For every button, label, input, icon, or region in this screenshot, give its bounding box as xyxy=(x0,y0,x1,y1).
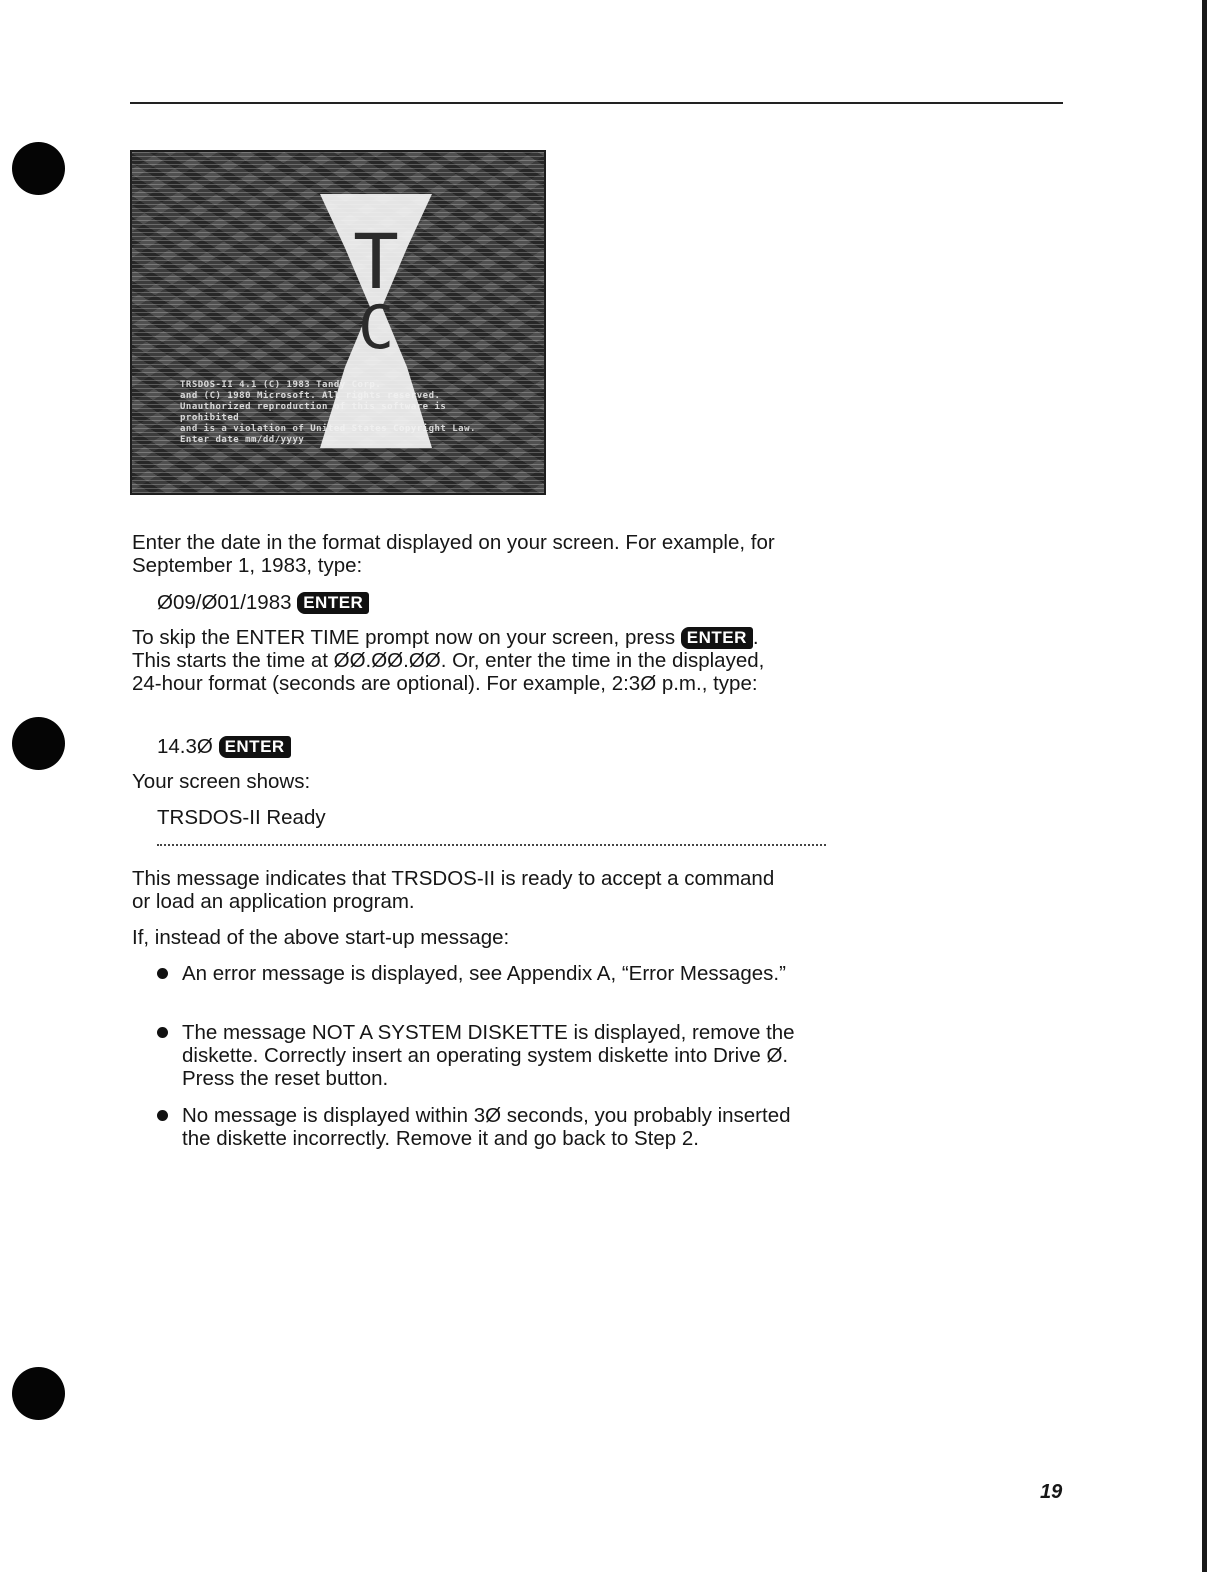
bullet-icon xyxy=(157,1027,168,1038)
logo-letter-t: T xyxy=(353,217,399,306)
ready-message: TRSDOS-II Ready xyxy=(157,806,326,829)
time-example xyxy=(157,735,291,758)
ready-explanation: This message indicates that TRSDOS-II is ready to accept a command or load an application program. xyxy=(132,867,775,913)
list-item-text: The message NOT A SYSTEM DISKETTE is displayed, remove the diskette. Correctly insert an operating system diskette into Drive Ø. Press the reset button. xyxy=(182,1021,795,1090)
binder-hole-top xyxy=(12,142,65,195)
date-example xyxy=(157,591,369,614)
date-instructions: Enter the date in the format displayed on your screen. For example, for September 1, 1983, type: xyxy=(132,531,775,577)
screen-text-line: TRSDOS-II 4.1 (C) 1983 Tandy Corp. xyxy=(180,380,382,390)
time-instructions xyxy=(132,626,782,695)
binder-hole-middle xyxy=(12,717,65,770)
list-item-text: An error message is displayed, see Appendix A, “Error Messages.” xyxy=(182,962,786,985)
time-instructions-lead: To skip the ENTER TIME prompt now on your screen, press xyxy=(132,626,676,649)
enter-key-icon: ENTER xyxy=(219,736,291,758)
screen-text-line: and is a violation of United States Copyright Law. xyxy=(180,424,476,434)
list-item xyxy=(157,962,797,985)
bullet-icon xyxy=(157,1110,168,1121)
date-example-text: Ø09/Ø01/1983 xyxy=(157,591,292,614)
page-number: 19 xyxy=(1040,1481,1063,1503)
enter-key-icon: ENTER xyxy=(681,627,753,649)
dotted-divider xyxy=(157,844,826,846)
header-rule xyxy=(130,102,1063,104)
bullet-icon xyxy=(157,968,168,979)
alternative-intro: If, instead of the above start-up message: xyxy=(132,926,510,949)
list-item-text: No message is displayed within 3Ø seconds, you probably inserted the diskette incorrectly. Remove it and go back to Step 2. xyxy=(182,1104,791,1150)
screen-text-line: and (C) 1980 Microsoft. All rights reserved. xyxy=(180,391,441,401)
logo-letter-c: C xyxy=(357,293,395,363)
binder-hole-bottom xyxy=(12,1367,65,1420)
screen-text-line: Unauthorized reproduction of this software is prohibited xyxy=(180,402,447,423)
screen-text-line: Enter date mm/dd/yyyy xyxy=(180,435,305,445)
time-example-text: 14.3Ø xyxy=(157,735,213,758)
screen-copyright-text xyxy=(180,380,480,446)
enter-key-icon: ENTER xyxy=(297,592,369,614)
list-item xyxy=(157,1104,797,1150)
time-instructions-rest: . This starts the time at ØØ.ØØ.ØØ. Or, enter the time in the displayed, 24-hour format (seconds are optional). For example, 2:3Ø p.m., type: xyxy=(132,626,765,695)
list-item xyxy=(157,1021,797,1090)
screen-shows-label: Your screen shows: xyxy=(132,770,311,793)
startup-screen-photo xyxy=(130,150,546,495)
page-edge xyxy=(1202,0,1207,1572)
